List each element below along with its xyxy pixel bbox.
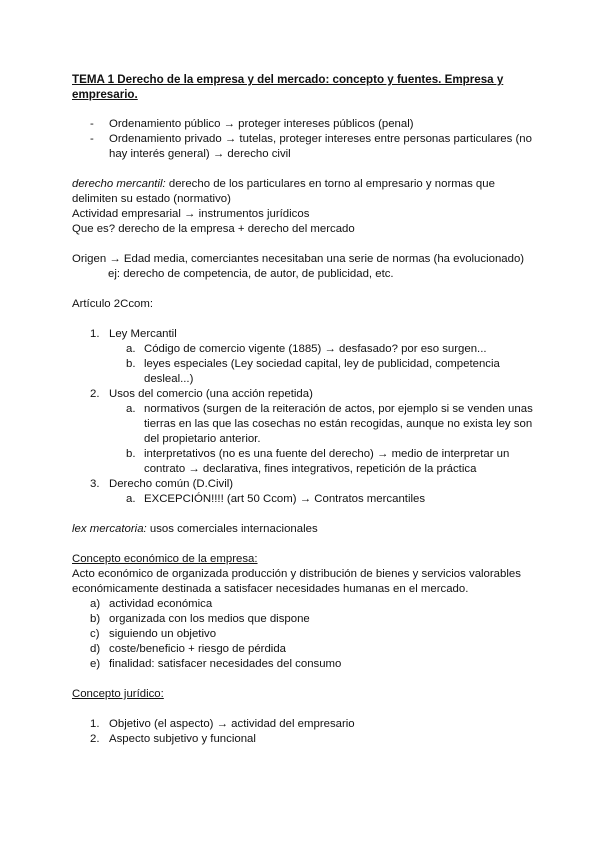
list-item-text: normativos (surgen de la reiteración de actos, por ejemplo si se venden unas tierras en las que las cosechas no están recogidas, aunque no exista ley son del propietario anterior.	[144, 403, 533, 445]
list-item	[72, 732, 542, 747]
text-line: Origen → Edad media, comerciantes necesitaban una serie de normas (ha evolucionado)	[72, 253, 525, 265]
list-item-text: Ordenamiento público → proteger intereses públicos (penal)	[109, 118, 414, 130]
list-item-text: Usos del comercio (una acción repetida)	[109, 388, 313, 400]
list-item-text: Ley Mercantil	[109, 328, 177, 340]
list-item-text: EXCEPCIÓN!!!! (art 50 Ccom) → Contratos mercantiles	[144, 493, 426, 505]
list-marker: a)	[90, 598, 101, 610]
text-line: Actividad empresarial → instrumentos jurídicos	[72, 208, 310, 220]
dash-marker: -	[90, 133, 94, 145]
section-heading: Concepto económico de la empresa:	[72, 553, 258, 565]
list-marker: b)	[90, 613, 101, 625]
list-marker: e)	[90, 658, 101, 670]
list-item	[72, 132, 542, 162]
list-item-text: coste/beneficio + riesgo de pérdida	[109, 643, 286, 655]
list-marker: a.	[126, 403, 136, 415]
text-line: ej: derecho de competencia, de autor, de publicidad, etc.	[108, 268, 394, 280]
definition: derecho de los particulares en torno al empresario y normas que delimiten su estado (normativo)	[72, 178, 495, 205]
term: lex mercatoria:	[72, 523, 147, 535]
list-item	[72, 477, 542, 492]
list-item-text: Código de comercio vigente (1885) → desfasado? por eso surgen...	[144, 343, 487, 355]
list-item-text: actividad económica	[109, 598, 213, 610]
list-marker: b.	[126, 358, 136, 370]
list-item-text: siguiendo un objetivo	[109, 628, 217, 640]
list-item	[72, 597, 542, 612]
list-item	[72, 612, 542, 627]
list-marker: a.	[126, 343, 136, 355]
lex-mercatoria-definition	[72, 522, 542, 537]
list-item	[72, 117, 542, 132]
list-item	[72, 717, 542, 732]
derecho-mercantil-definition	[72, 177, 542, 207]
document-title: TEMA 1 Derecho de la empresa y del mercado: concepto y fuentes. Empresa y empresario.	[72, 73, 504, 101]
list-item	[72, 357, 542, 387]
list-item	[72, 402, 542, 447]
list-marker: 2.	[90, 388, 100, 400]
text-line: Artículo 2Ccom:	[72, 298, 154, 310]
list-item	[72, 492, 542, 507]
list-marker: 1.	[90, 328, 100, 340]
list-marker: 1.	[90, 718, 100, 730]
list-item	[72, 657, 542, 672]
term: derecho mercantil:	[72, 178, 166, 190]
list-marker: c)	[90, 628, 100, 640]
list-item	[72, 447, 542, 477]
definition: usos comerciales internacionales	[146, 523, 318, 535]
list-item	[72, 342, 542, 357]
list-item-text: Aspecto subjetivo y funcional	[109, 733, 256, 745]
list-item	[72, 327, 542, 342]
list-item	[72, 387, 542, 402]
list-item-text: finalidad: satisfacer necesidades del consumo	[109, 658, 342, 670]
list-item-text: leyes especiales (Ley sociedad capital, ley de publicidad, competencia desleal...)	[144, 358, 500, 385]
list-item-text: Derecho común (D.Civil)	[109, 478, 234, 490]
list-item	[72, 627, 542, 642]
document-page	[72, 72, 542, 747]
list-item-text: interpretativos (no es una fuente del derecho) → medio de interpretar un contrato → declarativa, fines integrativos, repetición de la práctica	[144, 448, 510, 475]
dash-marker: -	[90, 118, 94, 130]
list-marker: 3.	[90, 478, 100, 490]
text-line: Que es? derecho de la empresa + derecho del mercado	[72, 223, 355, 235]
paragraph: Acto económico de organizada producción y distribución de bienes y servicios valorables económicamente destinada a satisfacer necesidades humanas en el mercado.	[72, 568, 521, 595]
list-item-text: Objetivo (el aspecto) → actividad del empresario	[109, 718, 355, 730]
list-item-text: Ordenamiento privado → tutelas, proteger intereses entre personas particulares (no hay interés general) → derecho civil	[109, 133, 532, 160]
list-item-text: organizada con los medios que dispone	[109, 613, 310, 625]
list-marker: b.	[126, 448, 136, 460]
list-item	[72, 642, 542, 657]
list-marker: d)	[90, 643, 101, 655]
list-marker: 2.	[90, 733, 100, 745]
list-marker: a.	[126, 493, 136, 505]
section-heading: Concepto jurídico:	[72, 688, 164, 700]
